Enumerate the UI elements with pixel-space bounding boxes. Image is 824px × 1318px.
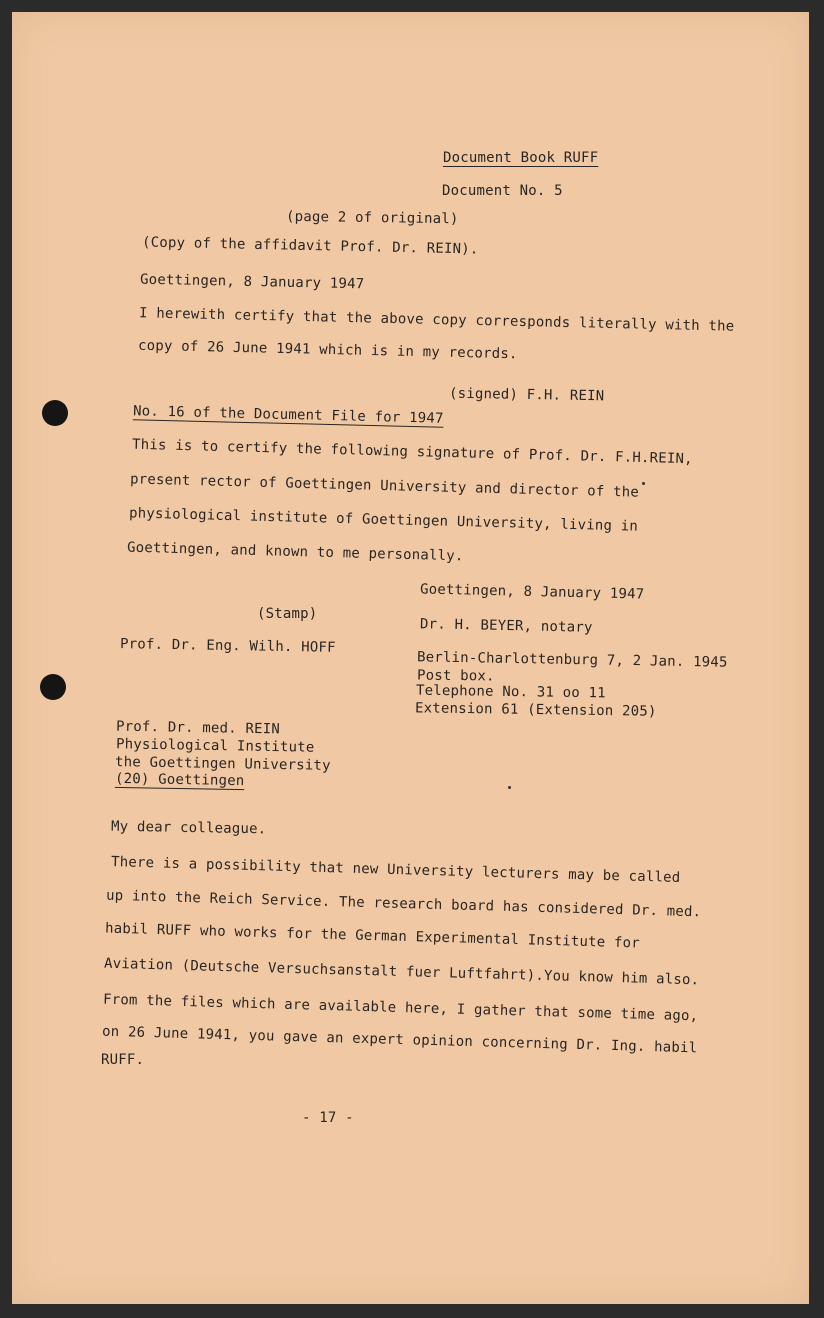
recipient-line-3: the Goettingen University [114,754,331,774]
page-number: - 17 - [302,1110,354,1126]
signed-rein: (signed) F.H. REIN [448,385,605,405]
letter-body-line-5: From the files which are available here, I gather that some time ago, [102,991,699,1025]
salutation: My dear colleague. [110,818,267,838]
letter-body-line-1: There is a possibility that new University lecturers may be called [110,854,681,886]
recipient-line-2: Physiological Institute [115,736,315,756]
recipient-line-4: (20) Goettingen [114,770,245,790]
document-number: Document No. 5 [442,183,563,199]
notary-line-2: present rector of Goettingen University and director of the [129,471,640,501]
letter-body-line-3: habil RUFF who works for the German Experimental Institute for [104,920,641,952]
punch-hole-top [42,400,68,426]
sender-address-2: Post box. [416,667,495,685]
sender-address-4: Extension 61 (Extension 205) [414,700,657,720]
notary-line-1: This is to certify the following signature of Prof. Dr. F.H.REIN, [131,436,693,468]
punch-hole-bottom [40,674,66,700]
notary-name: Dr. H. BEYER, notary [419,616,593,636]
letter-body-line-6: on 26 June 1941, you gave an expert opinion concerning Dr. Ing. habil [101,1023,698,1057]
document-page [12,12,809,1304]
notary-place-date: Goettingen, 8 January 1947 [419,581,645,603]
letter-body-line-4: Aviation (Deutsche Versuchsanstalt fuer Luftfahrt).You know him also. [103,955,700,989]
document-file-number: No. 16 of the Document File for 1947 [132,403,444,427]
letter-sender: Prof. Dr. Eng. Wilh. HOFF [119,636,336,656]
affidavit-place-date: Goettingen, 8 January 1947 [139,271,365,293]
ink-speck [508,786,511,789]
sender-address-3: Telephone No. 31 oo 11 [415,682,606,702]
recipient-line-1: Prof. Dr. med. REIN [115,718,281,738]
copy-of-affidavit: (Copy of the affidavit Prof. Dr. REIN). [141,234,479,258]
document-book-title: Document Book RUFF [443,150,599,166]
page-note: (page 2 of original) [285,208,459,228]
certify-line-1: I herewith certify that the above copy corresponds literally with the [138,305,735,335]
letter-body-line-7: RUFF. [101,1052,145,1068]
sender-address-1: Berlin-Charlottenburg 7, 2 Jan. 1945 [416,649,728,671]
certify-line-2: copy of 26 June 1941 which is in my records. [137,337,518,363]
notary-line-3: physiological institute of Goettingen University, living in [128,505,639,535]
ink-speck [642,482,645,485]
letter-body-line-2: up into the Reich Service. The research board has considered Dr. med. [105,887,702,921]
stamp-note: (Stamp) [257,606,318,622]
notary-line-4: Goettingen, and known to me personally. [126,539,464,565]
